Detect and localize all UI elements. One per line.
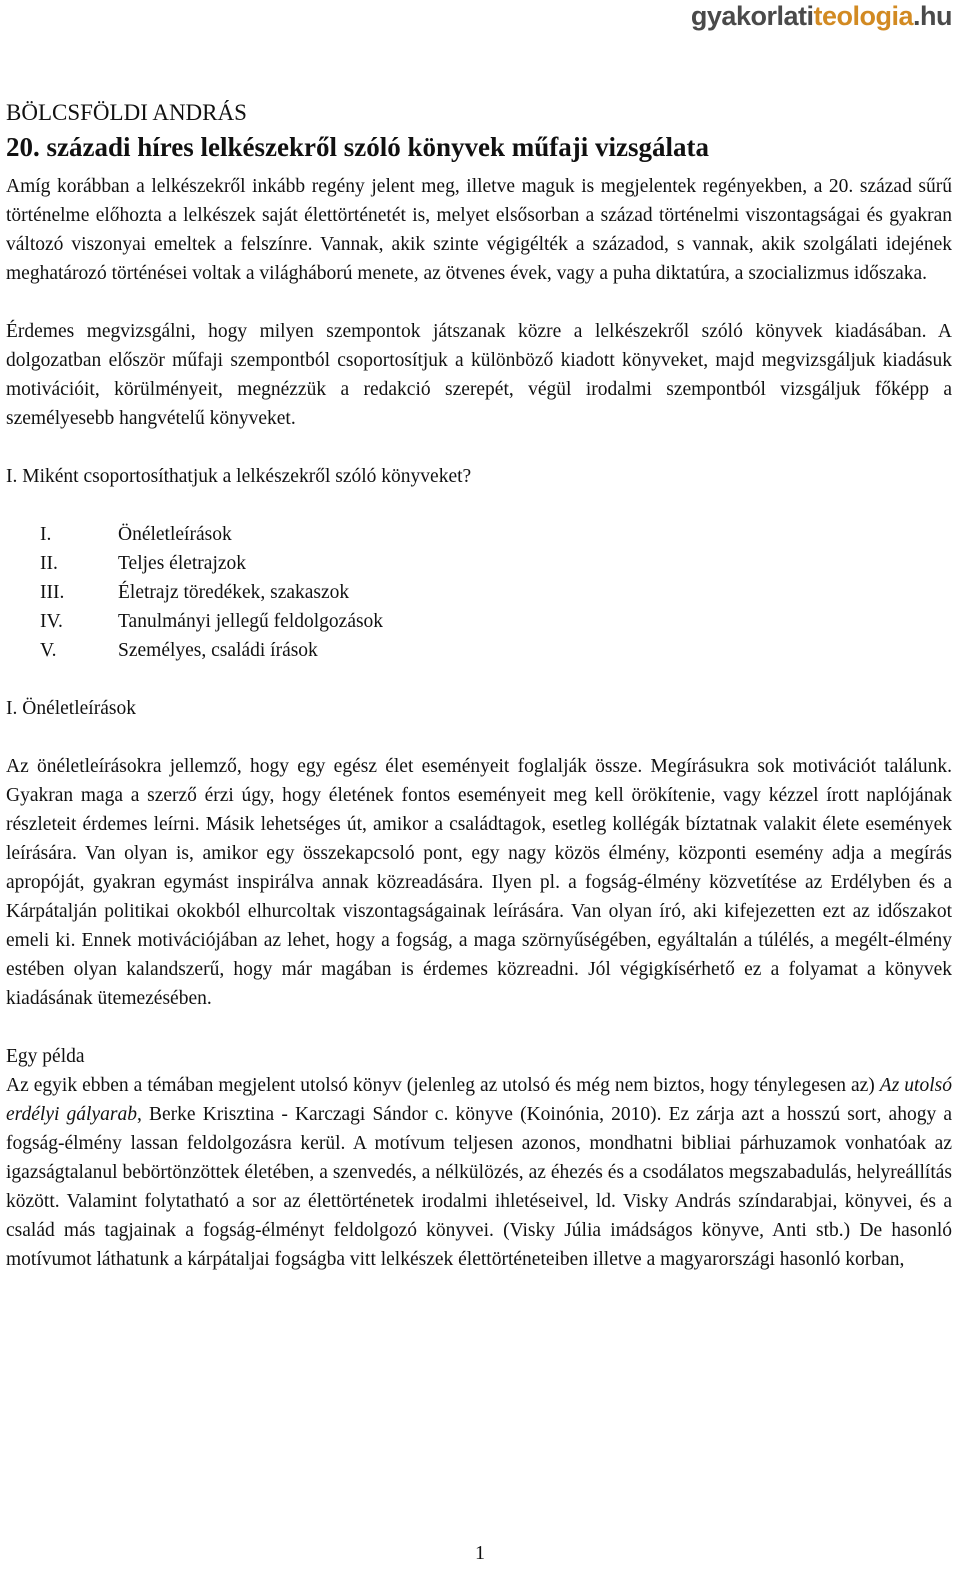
list-item-number: II. (40, 553, 58, 574)
intro-paragraph: Amíg korábban a lelkészekről inkább regény jelent meg, illetve maguk is megjelentek regényekben, a 20. század sűrű történelme előhozta a lelkészek saját élettörténetét is, melyet elsősorban a század történelmi viszontagságai és gyakran változó viszonyai emeltek a felszínre. Vannak, akik szinte végigélték a századod, s vannak, akik szolgálati idejének meghatározó történései voltak a világháború menete, az ötvenes évek, vagy a puha diktatúra, a szocializmus időszaka. (6, 176, 952, 284)
list-item-label: Teljes életrajzok (118, 553, 247, 574)
author-name: BÖLCSFÖLDI ANDRÁS (6, 100, 247, 125)
list-item (6, 636, 952, 665)
list-item (6, 578, 952, 607)
list-item-number: V. (40, 640, 57, 661)
category-list (6, 520, 952, 665)
logo-part-3: .hu (913, 1, 952, 31)
list-item-number: I. (40, 524, 52, 545)
example-paragraph (6, 1071, 952, 1274)
section-heading-autobiographies: I. Önéletleírások (6, 698, 136, 719)
section-heading-grouping: I. Miként csoportosíthatjuk a lelkészekről szóló könyveket? (6, 466, 472, 487)
example-heading: Egy példa (6, 1046, 85, 1067)
list-item (6, 549, 952, 578)
list-item-label: Életrajz töredékek, szakaszok (118, 582, 350, 603)
logo-part-2: teologia (813, 1, 913, 31)
list-item (6, 520, 952, 549)
list-item-label: Tanulmányi jellegű feldolgozások (118, 611, 384, 632)
example-text-start: Az egyik ebben a témában megjelent utolsó könyv (jelenleg az utolsó és még nem biztos, hogy ténylegesen az) (6, 1075, 880, 1096)
aim-paragraph: Érdemes megvizsgálni, hogy milyen szempontok játszanak közre a lelkészekről szóló könyvek kiadásában. A dolgozatban először műfaji szempontból csoportosítjuk a különböző kiadott könyveket, majd megvizsgáljuk kiadásuk motivációit, körülményeit, megnézzük a redakció szerepét, végül irodalmi szempontból vizsgáljuk főképp a személyesebb hangvételű könyveket. (6, 321, 952, 429)
list-item-label: Személyes, családi írások (118, 640, 318, 661)
list-item-label: Önéletleírások (118, 524, 232, 545)
document-body (6, 98, 952, 1274)
document-title: 20. századi híres lelkészekről szóló könyvek műfaji vizsgálata (6, 132, 709, 162)
logo-part-1: gyakorlati (690, 1, 814, 31)
list-item-number: III. (40, 582, 65, 603)
book-title: Az utolsó erdélyi gályarab (6, 1075, 952, 1125)
list-item-number: IV. (40, 611, 63, 632)
page-number: 1 (475, 1542, 485, 1564)
site-logo (691, 0, 952, 32)
list-item (6, 607, 952, 636)
example-text-end: , Berke Krisztina - Karczagi Sándor c. könyve (Koinónia, 2010). Ez zárja azt a hosszú sort, ahogy a fogság-élmény lassan feldolgozásra kerül. A motívum teljesen azonos, mondhatni bibliai párhuzamok vonhatóak az igazságtalanul bebörtönzöttek életében, a szenvedés, a nélkülözés, az éhezés és a csodálatos megszabadulás, helyreállítás között. Valamint folytatható a sor az élettörténetek irodalmi ihletéseivel, ld. Visky András színdarabjai, könyvei, és a család más tagjainak a fogság-élményt feldolgozó könyvei. (Visky Júlia imádságos könyve, Anti stb.) De hasonló motívumot láthatunk a kárpátaljai fogságba vitt lelkészek élettörténeteiben illetve a magyarországi hasonló korban, (6, 1104, 953, 1270)
autobiography-paragraph: Az önéletleírásokra jellemző, hogy egy egész élet eseményeit foglalják össze. Megírásukra sok motivációt találunk. Gyakran maga a szerző érzi úgy, hogy életének fontos eseményeit meg kell örökítenie, vagy kézzel írott naplójának részleteit érdemes leírni. Másik lehetséges út, amikor a családtagok, esetleg kollégák bíztatnak valakit élete események leírására. Van olyan is, amikor egy összekapcsoló pont, egy nagy közös élmény, központi esemény adja a megírás apropóját, gyakran egymást inspirálva annak közreadására. Ilyen pl. a fogság-élmény közvetítése az Erdélyben és a Kárpátalján politikai okokból elhurcoltak viszontagságainak leírására. Van olyan író, aki kifejezetten ezt az időszakot emeli ki. Ennek motivációjában az lehet, hogy a fogság, a maga szörnyűségében, egyáltalán a túlélés, a megélt-élmény estében olyan kalandszerű, hogy már magában is érdemes közreadni. Jól végigkísérhető ez a folyamat a könyvek kiadásának ütemezésében. (6, 756, 952, 1009)
